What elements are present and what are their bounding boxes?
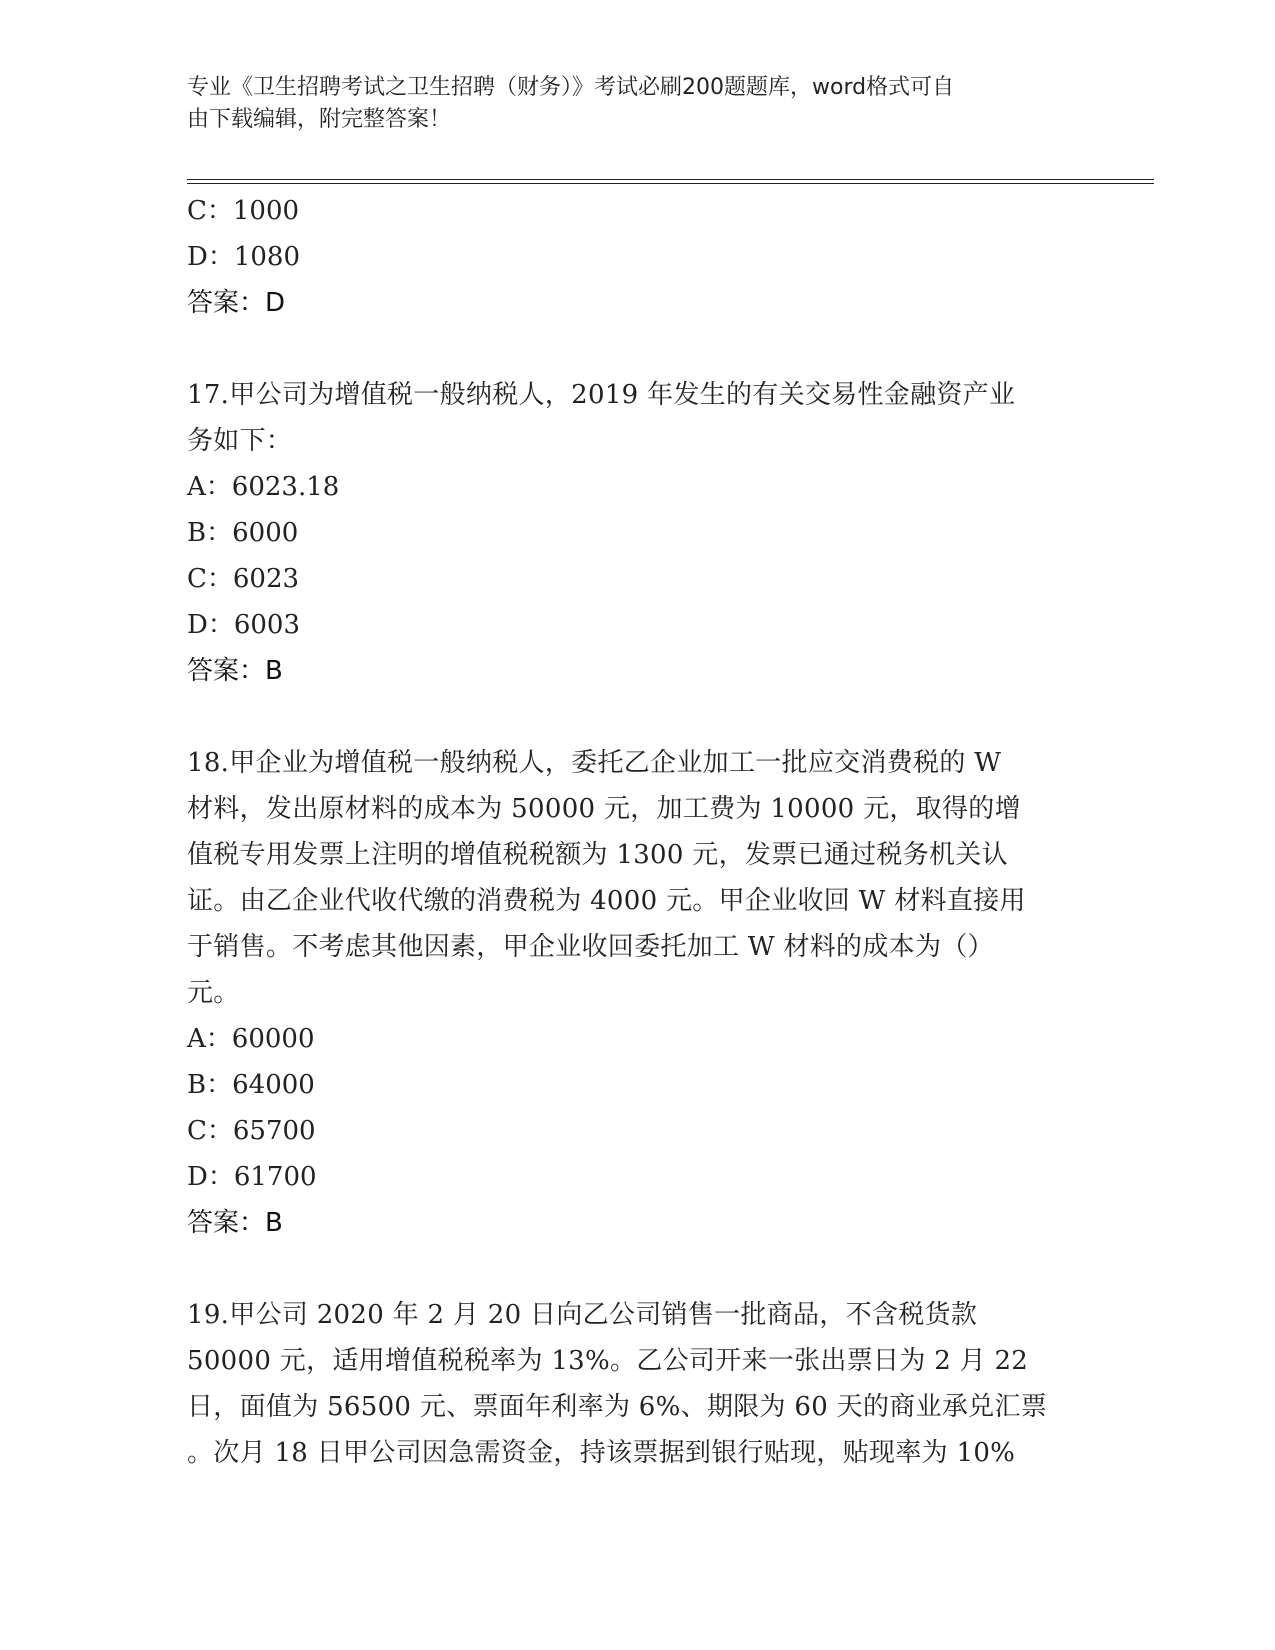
option-c: C：6023 xyxy=(187,564,300,594)
question-text-line: 。次月 18 日甲公司因急需资金，持该票据到银行贴现，贴现率为 10% xyxy=(187,1438,1016,1468)
question-text-line: 18.甲企业为增值税一般纳税人，委托乙企业加工一批应交消费税的 W xyxy=(187,748,1002,778)
question-text-line: 证。由乙企业代收代缴的消费税为 4000 元。甲企业收回 W 材料直接用 xyxy=(187,886,1026,916)
question-text-line: 材料，发出原材料的成本为 50000 元，加工费为 10000 元，取得的增 xyxy=(187,794,1021,824)
header-rule-bottom xyxy=(187,183,1154,184)
document-body xyxy=(187,188,1087,1476)
question-text-line: 值税专用发票上注明的增值税税额为 1300 元，发票已通过税务机关认 xyxy=(187,840,1008,870)
option-d: D：6003 xyxy=(187,610,301,640)
header-line-2: 由下载编辑，附完整答案！ xyxy=(187,107,452,132)
option-a: A：60000 xyxy=(187,1024,315,1054)
prev-question-block xyxy=(187,188,1087,326)
question-text-line: 日，面值为 56500 元、票面年利率为 6%、期限为 60 天的商业承兑汇票 xyxy=(187,1392,1048,1422)
question-text-line: 17.甲公司为增值税一般纳税人，2019 年发生的有关交易性金融资产业 xyxy=(187,380,1016,410)
spacer xyxy=(187,1246,1087,1292)
option-c: C：1000 xyxy=(187,196,300,226)
question-text-line: 于销售。不考虑其他因素，甲企业收回委托加工 W 材料的成本为（） xyxy=(187,932,994,962)
option-b: B：6000 xyxy=(187,518,299,548)
question-text-line: 19.甲公司 2020 年 2 月 20 日向乙公司销售一批商品，不含税货款 xyxy=(187,1300,978,1330)
answer-line: 答案：B xyxy=(187,1208,283,1238)
question-18 xyxy=(187,740,1087,1246)
spacer xyxy=(187,326,1087,372)
option-c: C：65700 xyxy=(187,1116,316,1146)
question-19 xyxy=(187,1292,1087,1476)
header-rule-top xyxy=(187,179,1154,180)
option-a: A：6023.18 xyxy=(187,472,340,502)
answer-line: 答案：D xyxy=(187,288,286,318)
header-line-1: 专业《卫生招聘考试之卫生招聘（财务）》考试必刷200题题库，word格式可自 xyxy=(187,75,955,100)
option-d: D：61700 xyxy=(187,1162,317,1192)
question-17 xyxy=(187,372,1087,694)
question-text-line: 务如下： xyxy=(187,426,293,456)
document-header xyxy=(187,72,1087,136)
option-b: B：64000 xyxy=(187,1070,315,1100)
option-d: D：1080 xyxy=(187,242,301,272)
question-text-line: 元。 xyxy=(187,978,240,1008)
spacer xyxy=(187,694,1087,740)
answer-line: 答案：B xyxy=(187,656,283,686)
question-text-line: 50000 元，适用增值税税率为 13%。乙公司开来一张出票日为 2 月 22 xyxy=(187,1346,1029,1376)
